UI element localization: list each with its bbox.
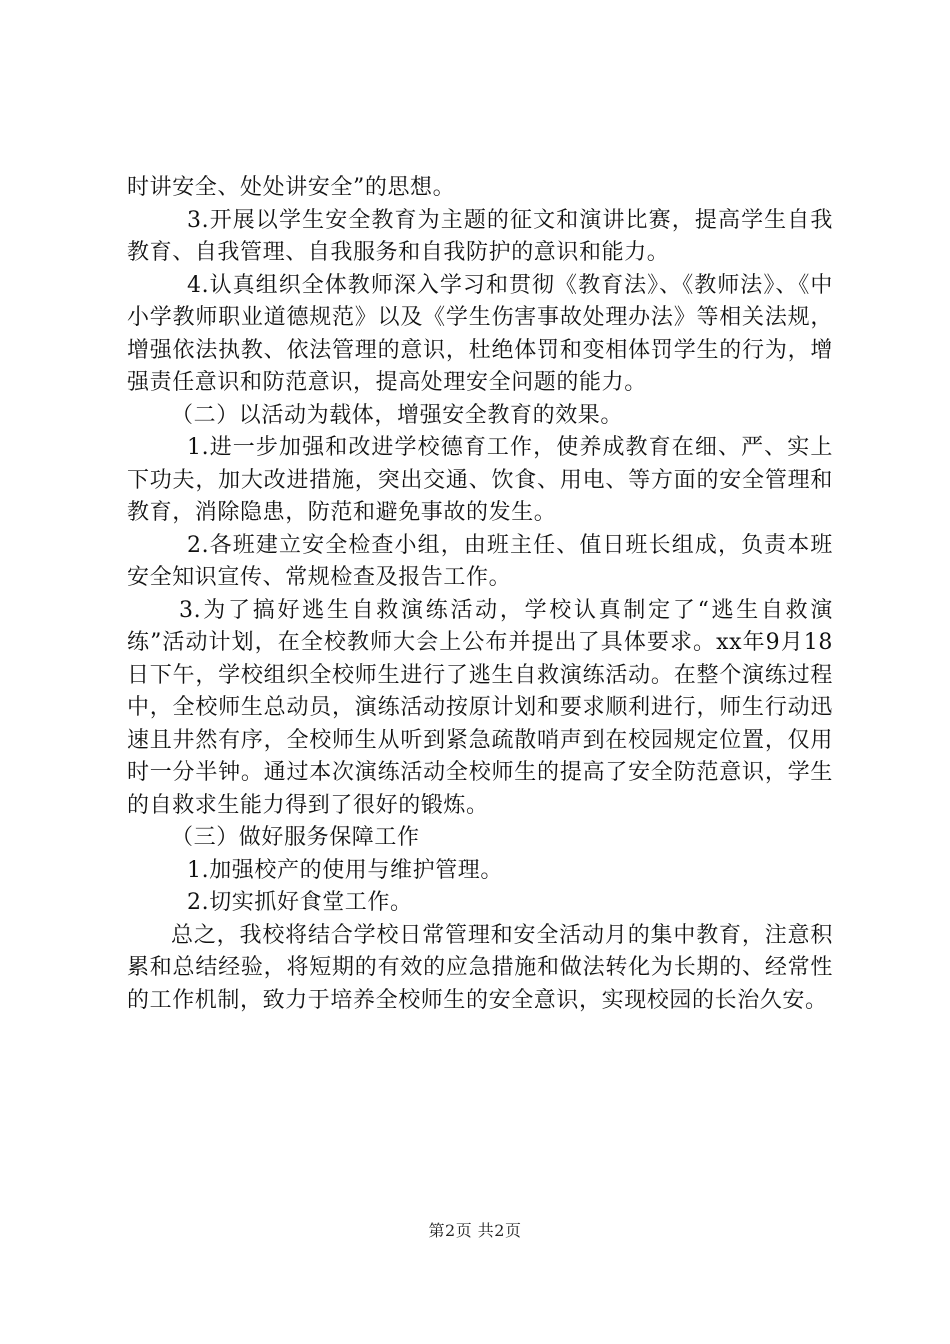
- page-number-footer: 第2页 共2页: [428, 1221, 522, 1240]
- paragraph-continuation: 时讲安全、处处讲安全”的思想。: [127, 175, 456, 200]
- paragraph-item-3-escape-drill: 3.为了搞好逃生自救演练活动，学校认真制定了“逃生自救演练”活动计划，在全校教师大会上公布并提出了具体要求。xx年9月18日下午，学校组织全校师生进行了逃生自救演练活动。在整个演练过程中，全校师生总动员，演练活动按原计划和要求顺利进行，师生行动迅速且井然有序，全校师生从听到紧急疏散哨声到在校园规定位置，仅用时一分半钟。通过本次演练活动全校师生的提高了安全防范意识，学生的自救求生能力得到了很好的锻炼。: [127, 597, 833, 818]
- paragraph-item-2-canteen: 2.切实抓好食堂工作。: [187, 890, 413, 915]
- document-body: [127, 172, 833, 1017]
- paragraph-item-2-class-safety-group: 2.各班建立安全检查小组，由班主任、值日班长组成，负责本班安全知识宣传、常规检查及报告工作。: [127, 532, 833, 590]
- paragraph-item-4-teacher-law-study: 4.认真组织全体教师深入学习和贯彻《教育法》、《教师法》、《中小学教师职业道德规范》以及《学生伤害事故处理办法》等相关法规，增强依法执教、依法管理的意识，杜绝体罚和变相体罚学生的行为，增强责任意识和防范意识，提高处理安全问题的能力。: [127, 272, 833, 395]
- paragraph-item-1-school-property: 1.加强校产的使用与维护管理。: [187, 857, 503, 883]
- section-heading-3: （三）做好服务保障工作: [171, 825, 420, 850]
- paragraph-conclusion: 总之，我校将结合学校日常管理和安全活动月的集中教育，注意积累和总结经验，将短期的有效的应急措施和做法转化为长期的、经常性的工作机制，致力于培养全校师生的安全意识，实现校园的长治久安。: [127, 922, 833, 1013]
- paragraph-item-1-moral-education: 1.进一步加强和改进学校德育工作，使养成教育在细、严、实上下功夫，加大改进措施，突出交通、饮食、用电、等方面的安全管理和教育，消除隐患，防范和避免事故的发生。: [127, 435, 833, 525]
- section-heading-2: （二）以活动为载体，增强安全教育的效果。: [171, 402, 624, 428]
- paragraph-item-3-essay-contest: 3.开展以学生安全教育为主题的征文和演讲比赛，提高学生自我教育、自我管理、自我服务和自我防护的意识和能力。: [127, 207, 833, 265]
